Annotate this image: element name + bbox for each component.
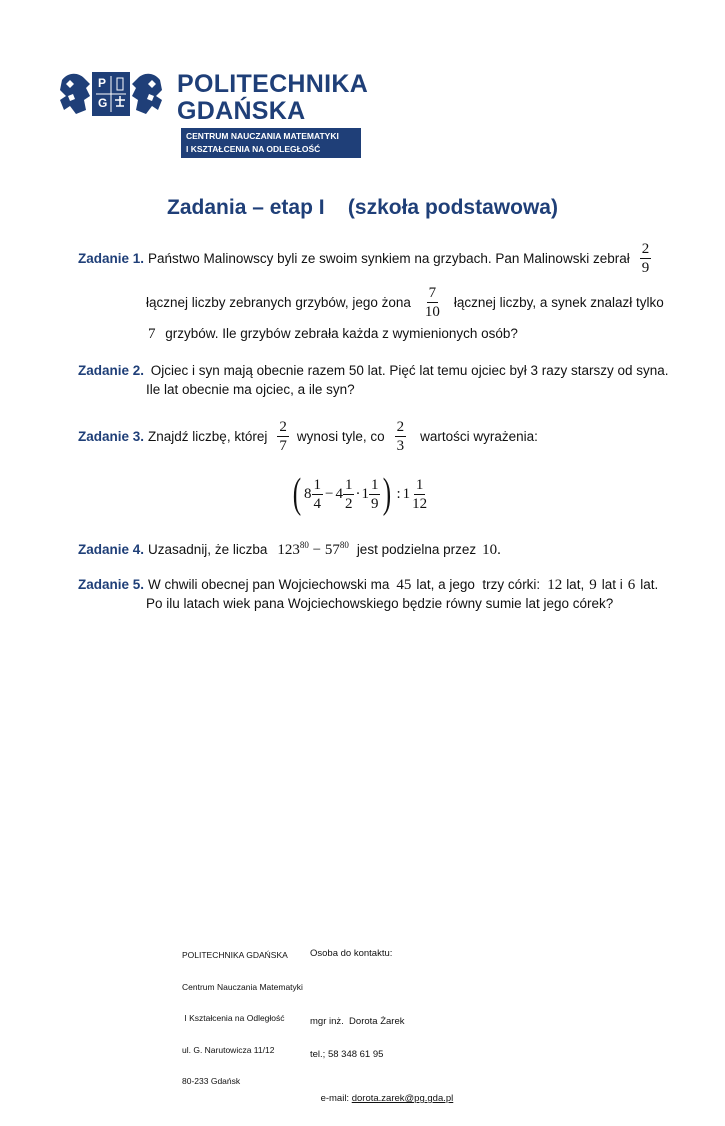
power-exponent: 80 bbox=[339, 540, 349, 550]
fraction-denominator: 3 bbox=[396, 438, 405, 454]
center-name-line2: I KSZTAŁCENIA NA ODLEGŁOŚĆ bbox=[186, 144, 321, 154]
task-1-text: Państwo Malinowscy byli ze swoim synkiem na grzybach. Pan Malinowski zebrał bbox=[148, 251, 630, 266]
contact-heading: Osoba do kontaktu: bbox=[310, 948, 393, 959]
task-4-text: jest podzielna przez bbox=[356, 542, 477, 557]
task-4-line bbox=[78, 540, 501, 559]
mixed-number-whole: 4 bbox=[335, 485, 343, 502]
power-base: 57 bbox=[324, 542, 340, 558]
task-2-line1 bbox=[78, 363, 669, 378]
center-name-banner bbox=[181, 128, 361, 158]
contact-email-link[interactable]: dorota.zarek@pg.gda.pl bbox=[351, 1093, 454, 1104]
task-3-line1 bbox=[78, 418, 538, 455]
brand-name-line2: GDAŃSKA bbox=[177, 97, 306, 125]
contact-name: mgr inż. Dorota Żarek bbox=[310, 1016, 405, 1027]
task-1-fraction-7-10 bbox=[423, 284, 442, 321]
fraction-denominator: 7 bbox=[279, 438, 287, 454]
fraction-numerator: 2 bbox=[396, 419, 405, 435]
logo-letter-p: P bbox=[98, 76, 107, 90]
task-3-text: wynosi tyle, co bbox=[296, 429, 385, 444]
task-3-text: Znajdź liczbę, której bbox=[148, 429, 268, 444]
task-5-line2: Po ilu latach wiek pana Wojciechowskiego będzie równy sumie lat jego córek? bbox=[146, 596, 614, 611]
task-5-age-daughter-1: 12 bbox=[547, 577, 563, 593]
task-3-fraction-2-3 bbox=[395, 418, 407, 455]
fraction-denominator: 9 bbox=[641, 260, 650, 276]
task-1-line3 bbox=[148, 326, 518, 343]
brand-name-line1: POLITECHNIKA bbox=[177, 70, 369, 98]
fraction-denominator: 9 bbox=[370, 495, 379, 512]
power-base: 123 bbox=[277, 542, 300, 558]
task-3-fraction-2-7 bbox=[277, 418, 289, 455]
fraction-denominator: 2 bbox=[344, 495, 353, 512]
power-exponent: 80 bbox=[299, 540, 309, 550]
mixed-number-fraction bbox=[343, 476, 355, 513]
task-5-line1 bbox=[78, 577, 658, 594]
fraction-numerator: 2 bbox=[641, 241, 650, 257]
task-1-number: 7 bbox=[148, 326, 156, 342]
task-5-label: Zadanie 5. bbox=[78, 577, 145, 592]
task-5-age-father: 45 bbox=[396, 577, 412, 593]
footer-address-line: ul. G. Narutowicza 11/12 bbox=[182, 1044, 275, 1055]
mixed-number-whole: 1 bbox=[402, 485, 411, 502]
mixed-number-whole: 8 bbox=[304, 485, 312, 502]
task-1-line1 bbox=[78, 240, 651, 277]
contact-email-label: e-mail: bbox=[320, 1093, 352, 1104]
fraction-denominator: 4 bbox=[313, 495, 321, 512]
task-3-label: Zadanie 3. bbox=[78, 429, 145, 444]
contact-phone: tel.; 58 348 61 95 bbox=[310, 1049, 384, 1060]
right-paren: ) bbox=[383, 471, 392, 517]
fraction-numerator: 1 bbox=[370, 476, 379, 493]
task-5-text: lat, a jego trzy córki: bbox=[416, 577, 541, 592]
multiplication-dot: · bbox=[355, 485, 361, 502]
task-5-age-daughter-2: 9 bbox=[589, 577, 597, 593]
fraction-numerator: 2 bbox=[279, 419, 287, 435]
footer-contact bbox=[310, 926, 453, 1126]
fraction-denominator: 12 bbox=[412, 495, 428, 512]
fraction-numerator: 1 bbox=[415, 476, 424, 493]
task-4-label: Zadanie 4. bbox=[78, 542, 145, 557]
task-2-text: Ojciec i syn mają obecnie razem 50 lat. Pięć lat temu ojciec był 3 razy starszy od syna. bbox=[150, 363, 669, 378]
task-5-text: lat, bbox=[566, 577, 585, 592]
minus-sign: − bbox=[325, 485, 334, 502]
task-1-text: łącznej liczby, a synek znalazł tylko bbox=[453, 295, 664, 310]
task-1-label: Zadanie 1. bbox=[78, 251, 145, 266]
task-2-line2: Ile lat obecnie ma ojciec, a ile syn? bbox=[146, 382, 355, 397]
task-1-fraction-2-9 bbox=[640, 240, 652, 277]
mixed-number-fraction bbox=[369, 476, 381, 513]
task-5-text: lat i bbox=[601, 577, 623, 592]
center-name-line1: CENTRUM NAUCZANIA MATEMATYKI bbox=[186, 131, 339, 141]
task-5-age-daughter-3: 6 bbox=[627, 577, 636, 593]
task-1-text: łącznej liczby zebranych grzybów, jego żona bbox=[146, 295, 411, 310]
mixed-number-whole: 1 bbox=[361, 485, 369, 502]
footer-address-line: I Kształcenia na Odległość bbox=[182, 1013, 285, 1023]
task-4-text: Uzasadnij, że liczba bbox=[148, 542, 268, 557]
task-1-line2 bbox=[146, 284, 664, 321]
footer-address-line: Centrum Nauczania Matematyki bbox=[182, 981, 303, 992]
fraction-numerator: 7 bbox=[428, 285, 437, 301]
mixed-number-fraction bbox=[312, 476, 324, 513]
contact-email-row bbox=[310, 1082, 453, 1115]
fraction-numerator: 1 bbox=[313, 476, 321, 493]
task-1-text: grzybów. Ile grzybów zebrała każda z wymienionych osób? bbox=[165, 326, 518, 341]
minus-sign: − bbox=[308, 542, 325, 558]
footer-address-line: POLITECHNIKA GDAŃSKA bbox=[182, 950, 288, 960]
griffin-emblem-icon bbox=[56, 66, 166, 122]
task-5-text: W chwili obecnej pan Wojciechowski ma bbox=[148, 577, 390, 592]
task-5-text: lat. bbox=[640, 577, 659, 592]
university-logo bbox=[56, 66, 166, 122]
fraction-denominator: 10 bbox=[424, 304, 440, 320]
footer-address bbox=[182, 929, 303, 1097]
left-paren: ( bbox=[292, 471, 302, 517]
division-colon: : bbox=[396, 485, 401, 502]
task-4-period: . bbox=[497, 542, 501, 558]
logo-letter-g: G bbox=[98, 96, 108, 110]
mixed-number-fraction bbox=[410, 476, 429, 513]
task-3-expression bbox=[290, 471, 429, 517]
task-4-expression bbox=[277, 540, 348, 559]
page-title: Zadania – etap I (szkoła podstawowa) bbox=[167, 196, 558, 219]
footer-address-line: 80-233 Gdańsk bbox=[182, 1076, 241, 1086]
task-4-divisor: 10 bbox=[482, 542, 498, 558]
task-2-label: Zadanie 2. bbox=[78, 363, 145, 378]
fraction-numerator: 1 bbox=[344, 476, 353, 493]
task-3-text: wartości wyrażenia: bbox=[420, 429, 538, 444]
